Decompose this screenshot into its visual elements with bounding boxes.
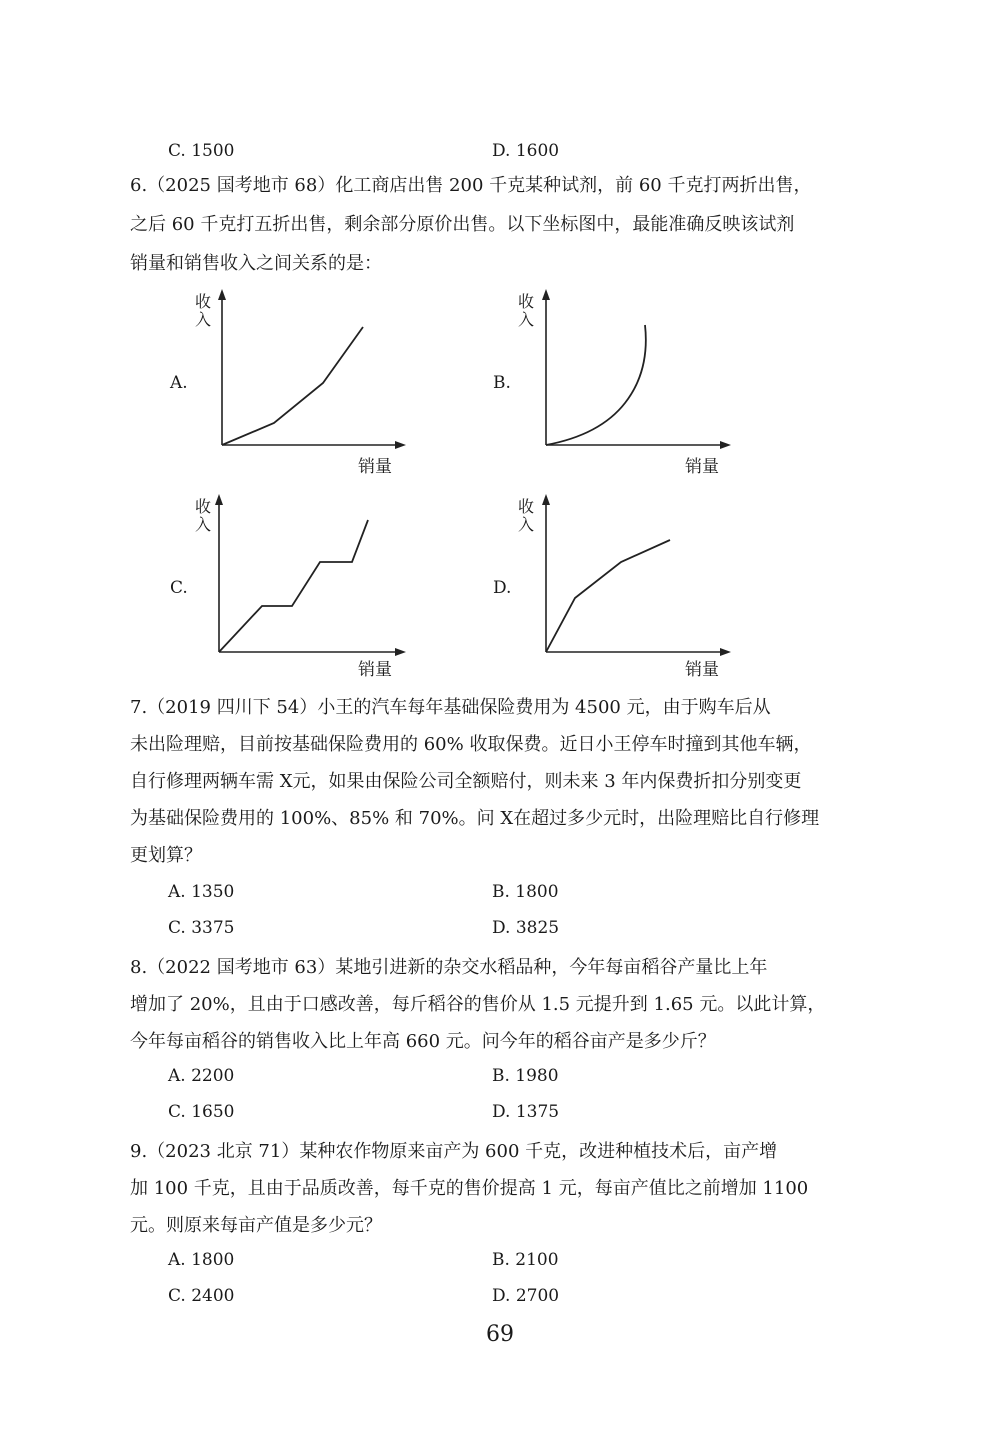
graph-panel-c xyxy=(160,490,420,690)
q8-line-1: 8.（2022 国考地市 63）某地引进新的杂交水稻品种，今年每亩稻谷产量比上年 xyxy=(130,957,768,978)
q7-line-4: 为基础保险费用的 100%、85% 和 70%。问 X在超过多少元时，出险理赔比自行修理 xyxy=(130,808,820,829)
graph-d-y-arrow xyxy=(542,494,550,505)
graph-panel-a xyxy=(160,285,420,485)
q7-line-3: 自行修理两辆车需 X元，如果由保险公司全额赔付，则未来 3 年内保费折扣分别变更 xyxy=(130,771,802,792)
q9-line-1: 9.（2023 北京 71）某种农作物原来亩产为 600 千克，改进种植技术后，亩产增 xyxy=(130,1141,778,1162)
q7-option-d: D. 3825 xyxy=(492,918,560,938)
option-d-prev: D. 1600 xyxy=(492,141,560,161)
q7-option-b: B. 1800 xyxy=(492,882,559,902)
graph-c-y-arrow xyxy=(215,494,223,505)
q7-option-a: A. 1350 xyxy=(168,882,235,902)
graph-panel-d xyxy=(485,490,745,690)
page-number: 69 xyxy=(486,1322,514,1347)
graph-c-ylabel: 收入 xyxy=(194,497,211,534)
graph-c-xlabel: 销量 xyxy=(358,660,392,680)
q9-option-a: A. 1800 xyxy=(168,1250,235,1270)
q9-line-2: 加 100 千克，且由于品质改善，每千克的售价提高 1 元，每亩产值比之前增加 1100 xyxy=(130,1178,809,1199)
q7-option-c: C. 3375 xyxy=(168,918,235,938)
graph-d-label: D. xyxy=(493,578,512,598)
graph-a-svg xyxy=(160,285,420,485)
graph-b-curve xyxy=(546,325,646,445)
q8-option-d: D. 1375 xyxy=(492,1102,560,1122)
q7-line-5: 更划算？ xyxy=(130,845,202,866)
graph-d-xlabel: 销量 xyxy=(685,660,719,680)
q6-line-3: 销量和销售收入之间关系的是： xyxy=(130,253,382,274)
q9-option-c: C. 2400 xyxy=(168,1286,235,1306)
graph-b-x-arrow xyxy=(720,441,731,449)
graph-b-svg xyxy=(485,285,745,485)
q9-option-d: D. 2700 xyxy=(492,1286,560,1306)
option-c-prev: C. 1500 xyxy=(168,141,235,161)
graph-a-ylabel: 收入 xyxy=(194,292,211,329)
graph-c-x-arrow xyxy=(395,648,406,656)
q6-line-2: 之后 60 千克打五折出售，剩余部分原价出售。以下坐标图中，最能准确反映该试剂 xyxy=(130,214,795,235)
graph-a-xlabel: 销量 xyxy=(358,457,392,477)
q8-line-2: 增加了 20%，且由于口感改善，每斤稻谷的售价从 1.5 元提升到 1.65 元。以此计算， xyxy=(130,994,826,1015)
graph-b-xlabel: 销量 xyxy=(685,457,719,477)
q7-line-1: 7.（2019 四川下 54）小王的汽车每年基础保险费用为 4500 元，由于购车后从 xyxy=(130,697,771,718)
graph-d-ylabel: 收入 xyxy=(517,497,534,534)
q6-line-1: 6.（2025 国考地市 68）化工商店出售 200 千克某种试剂，前 60 千克打两折出售， xyxy=(130,175,812,196)
graph-c-curve xyxy=(219,520,368,652)
graph-b-y-arrow xyxy=(542,289,550,300)
graph-a-label: A. xyxy=(170,373,188,393)
q9-line-3: 元。则原来每亩产值是多少元？ xyxy=(130,1215,382,1236)
graph-d-svg xyxy=(485,490,745,690)
q8-line-3: 今年每亩稻谷的销售收入比上年高 660 元。问今年的稻谷亩产是多少斤？ xyxy=(130,1031,716,1052)
graph-c-label: C. xyxy=(170,578,188,598)
q8-option-a: A. 2200 xyxy=(168,1066,235,1086)
graph-c-svg xyxy=(160,490,420,690)
graph-a-curve xyxy=(222,327,363,445)
q8-option-c: C. 1650 xyxy=(168,1102,235,1122)
graph-d-x-arrow xyxy=(720,648,731,656)
q8-option-b: B. 1980 xyxy=(492,1066,559,1086)
graph-d-curve xyxy=(546,540,670,652)
q9-option-b: B. 2100 xyxy=(492,1250,559,1270)
graph-a-x-arrow xyxy=(395,441,406,449)
graph-a-y-arrow xyxy=(218,289,226,300)
graph-b-label: B. xyxy=(493,373,511,393)
graph-panel-b xyxy=(485,285,745,485)
q7-line-2: 未出险理赔，目前按基础保险费用的 60% 收取保费。近日小王停车时撞到其他车辆， xyxy=(130,734,812,755)
graph-b-ylabel: 收入 xyxy=(517,292,534,329)
